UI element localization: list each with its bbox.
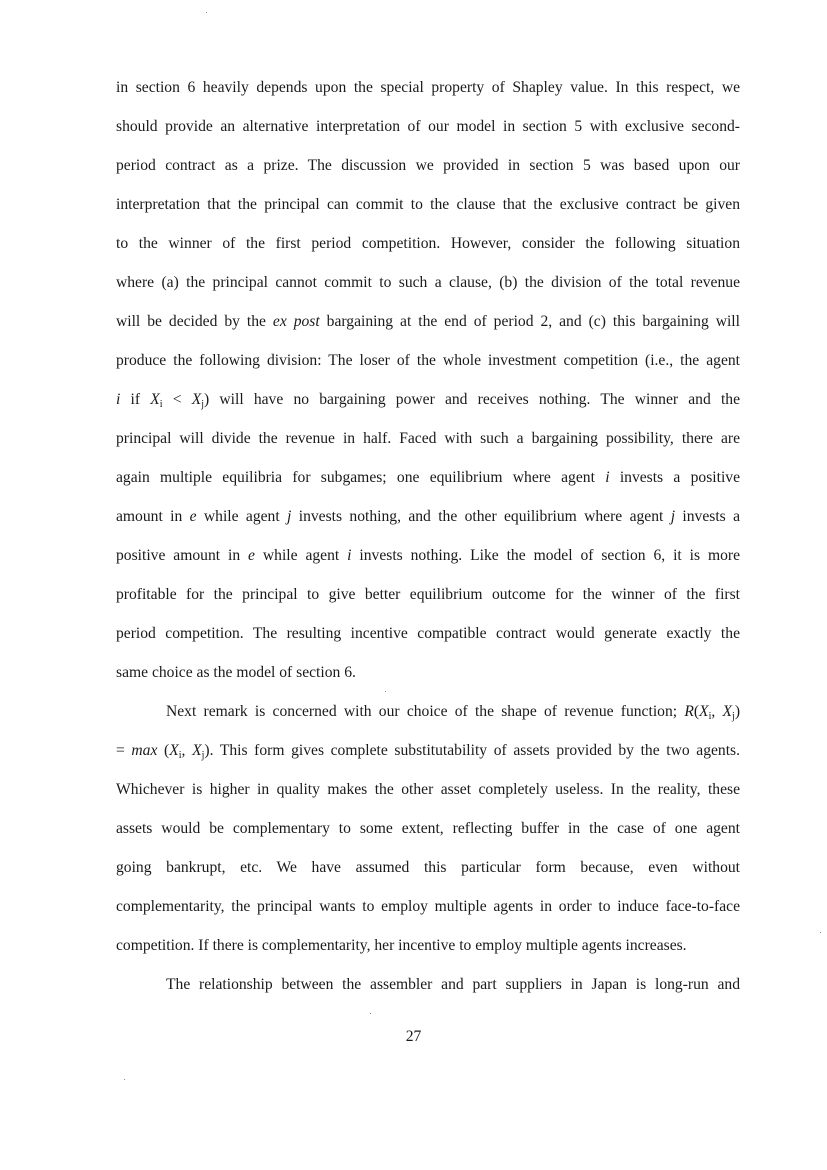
scan-speck: [385, 691, 386, 692]
text-line: positive amount in e while agent i invests nothing. Like the model of section 6, it is more: [116, 547, 741, 564]
text-line: to the winner of the first period competition. However, consider the following situation: [116, 235, 740, 252]
text-line: The relationship between the assembler and part suppliers in Japan is long-run and: [166, 976, 740, 993]
scan-speck: [370, 1013, 371, 1014]
text-line: period contract as a prize. The discussion we provided in section 5 was based upon our: [116, 157, 740, 174]
text-line: profitable for the principal to give better equilibrium outcome for the winner of the first: [116, 586, 740, 603]
text-line: produce the following division: The loser of the whole investment competition (i.e., the agent: [116, 352, 740, 369]
scan-speck: [820, 932, 821, 933]
text-line: competition. If there is complementarity, her incentive to employ multiple agents increases.: [116, 937, 687, 954]
text-line: again multiple equilibria for subgames; one equilibrium where agent i invests a positive: [116, 469, 740, 486]
text-line: where (a) the principal cannot commit to such a clause, (b) the division of the total revenue: [116, 274, 740, 291]
text-line: will be decided by the ex post bargaining at the end of period 2, and (c) this bargaining will: [116, 313, 740, 330]
text-line: period competition. The resulting incentive compatible contract would generate exactly the: [116, 625, 740, 642]
text-line: complementarity, the principal wants to employ multiple agents in order to induce face-to-face: [116, 898, 740, 915]
text-line: in section 6 heavily depends upon the special property of Shapley value. In this respect, we: [116, 79, 740, 96]
page-number: 27: [405, 1028, 422, 1045]
text-line: interpretation that the principal can commit to the clause that the exclusive contract be given: [116, 196, 740, 213]
text-line: = $\max (X_i$, $X_j$). This form gives complete substitutability of assets provided by the two agents.: [116, 742, 741, 761]
text-line: should provide an alternative interpretation of our model in section 5 with exclusive second-: [116, 118, 740, 135]
text-line: Next remark is concerned with our choice of the shape of revenue function; $R(X_i$, $X_j$): [166, 703, 741, 722]
text-line: assets would be complementary to some extent, reflecting buffer in the case of one agent: [116, 820, 740, 837]
text-line: i if $X_i < X_j$) will have no bargaining power and receives nothing. The winner and the: [116, 391, 740, 410]
text-line: same choice as the model of section 6.: [116, 664, 356, 681]
scan-speck: [124, 1079, 125, 1080]
text-line: amount in e while agent j invests nothing, and the other equilibrium where agent j invests a: [116, 508, 740, 525]
text-line: principal will divide the revenue in half. Faced with such a bargaining possibility, there are: [116, 430, 740, 447]
text-line: Whichever is higher in quality makes the other asset completely useless. In the reality, these: [116, 781, 740, 798]
scan-speck: [206, 12, 207, 13]
text-line: going bankrupt, etc. We have assumed this particular form because, even without: [116, 859, 740, 876]
